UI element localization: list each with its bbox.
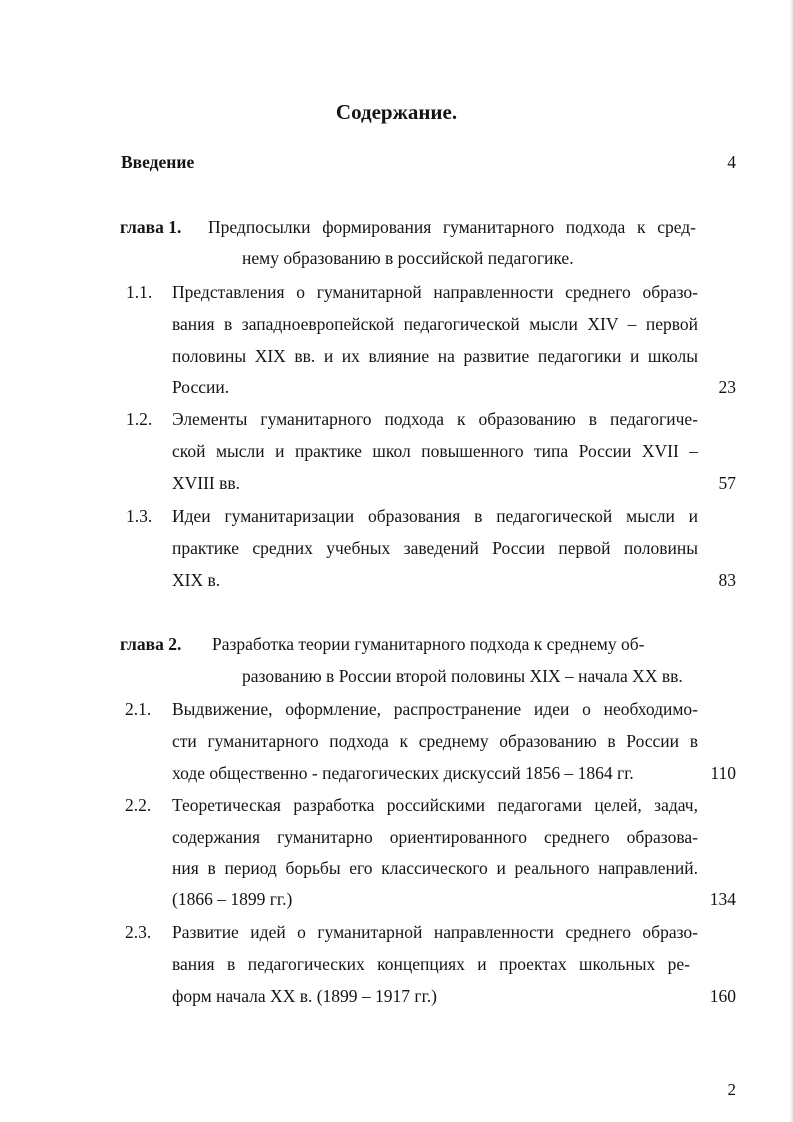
section-2-2-line-1: Теоретическая разработка российскими педагогами целей, задач, [172,795,698,815]
section-1-2-line-1: Элементы гуманитарного подхода к образованию в педагогиче- [172,409,698,429]
section-1-2-line-3: XVIII вв. [172,473,241,493]
section-2-2-number: 2.2. [125,795,152,815]
section-2-1-line-2: сти гуманитарного подхода к среднему образованию в России в [172,731,698,751]
section-2-1-line-3: ходе общественно - педагогических дискуссий 1856 – 1864 гг. [172,763,634,783]
chapter-2-heading-line-1: Разработка теории гуманитарного подхода к среднему об- [212,634,645,654]
intro-page: 4 [727,152,736,172]
section-2-2-line-2: содержания гуманитарно ориентированного среднего образова- [172,827,698,847]
section-1-1-page: 23 [718,377,736,397]
chapter-1-heading-line-1: Предпосылки формирования гуманитарного подхода к сред- [208,217,696,237]
page-number: 2 [727,1080,736,1099]
section-1-1-line-1: Представления о гуманитарной направленности среднего образо- [172,282,698,302]
section-1-2-line-2: ской мысли и практике школ повышенного типа России XVII – [172,441,698,461]
section-1-3-line-2: практике средних учебных заведений России первой половины [172,538,698,558]
section-2-2-line-4: (1866 – 1899 гг.) [172,889,293,909]
section-2-3-line-1: Развитие идей о гуманитарной направленности среднего образо- [172,922,698,942]
section-1-3-line-3: XIX в. [172,570,221,590]
section-2-2-line-3: ния в период борьбы его классического и реального направлений. [172,858,698,878]
section-1-3-page: 83 [718,570,736,590]
section-2-1-page: 110 [710,763,736,783]
chapter-1-heading-line-2: нему образованию в российской педагогике. [242,248,574,268]
page-title: Содержание. [335,100,458,124]
chapter-1-label: глава 1. [120,217,182,237]
section-1-3-number: 1.3. [126,506,153,526]
section-2-3-number: 2.3. [125,922,152,942]
chapter-2-heading-line-2: разованию в России второй половины XIX – начала XX вв. [242,666,683,686]
chapter-2-label: глава 2. [120,634,182,654]
section-1-1-number: 1.1. [126,282,153,302]
section-2-3-line-2: вания в педагогических концепциях и проектах школьных ре- [172,954,690,974]
section-2-3-line-3: форм начала XX в. (1899 – 1917 гг.) [172,986,438,1006]
section-1-1-line-2: вания в западноевропейской педагогической мысли XIV – первой [172,314,698,334]
section-2-2-page: 134 [709,889,736,909]
intro-label: Введение [121,152,195,172]
section-2-1-line-1: Выдвижение, оформление, распространение идеи о необходимо- [172,699,698,719]
section-1-2-page: 57 [718,473,736,493]
section-1-1-line-3: половины XIX вв. и их влияние на развитие педагогики и школы [172,346,698,366]
section-1-2-number: 1.2. [126,409,153,429]
section-2-3-page: 160 [709,986,736,1006]
scan-edge-shadow [789,0,793,1122]
section-1-1-line-4: России. [172,377,230,397]
section-1-3-line-1: Идеи гуманитаризации образования в педагогической мысли и [172,506,698,526]
section-2-1-number: 2.1. [125,699,152,719]
